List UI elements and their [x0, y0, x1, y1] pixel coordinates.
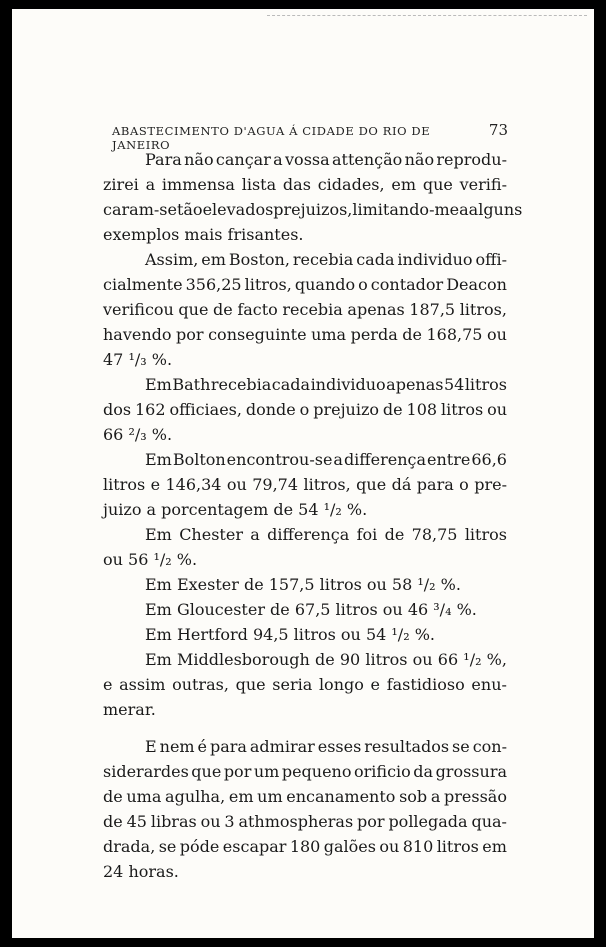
- text-line: 66 ²/₃ %.: [103, 425, 173, 444]
- text-line: Em Middlesborough de 90 litros ou 66 ¹/₂ %,: [145, 650, 507, 669]
- text-line: Em Bath recebia cada individuo apenas 54 litros: [145, 375, 507, 394]
- paragraph: [103, 372, 507, 447]
- paragraph: [103, 447, 507, 522]
- text-line: caram-se tão elevados prejuizos, limitando-me a alguns: [103, 200, 523, 219]
- text-line: litros e 146,34 ou 79,74 litros, que dá para o pre-: [103, 475, 507, 494]
- text-line: de uma agulha, em um encanamento sob a pressão: [103, 787, 507, 806]
- text-line: ou 56 ¹/₂ %.: [103, 550, 198, 569]
- text-line: drada, se póde escapar 180 galões ou 810 litros em: [103, 837, 507, 856]
- body-text: [103, 147, 523, 884]
- text-line: 47 ¹/₃ %.: [103, 350, 173, 369]
- text-line: zirei a immensa lista das cidades, em que verifi-: [103, 175, 507, 194]
- text-line: de 45 libras ou 3 athmospheras por pollegada qua-: [103, 812, 507, 831]
- text-line: juizo a porcentagem de 54 ¹/₂ %.: [103, 500, 368, 519]
- text-line: Em Hertford 94,5 litros ou 54 ¹/₂ %.: [145, 625, 435, 644]
- text-line: Assim, em Boston, recebia cada individuo offi-: [145, 250, 507, 269]
- paragraph: [103, 572, 507, 597]
- text-line: Em Bolton encontrou-se a differença entre 66,6: [145, 450, 507, 469]
- paragraph: [103, 734, 507, 884]
- text-line: E nem é para admirar esses resultados se con-: [145, 737, 507, 756]
- page-number: 73: [488, 121, 508, 139]
- text-line: havendo por conseguinte uma perda de 168,75 ou: [103, 325, 507, 344]
- text-line: 24 horas.: [103, 862, 179, 881]
- running-title: ABASTECIMENTO D'AGUA Á CIDADE DO RIO DE JANEIRO: [112, 124, 431, 152]
- text-line: dos 162 officiaes, donde o prejuizo de 108 litros ou: [103, 400, 507, 419]
- text-line: Em Gloucester de 67,5 litros ou 46 ³/₄ %.: [145, 600, 477, 619]
- book-page: [12, 9, 594, 938]
- scan-marks: [267, 15, 587, 18]
- text-line: Em Exester de 157,5 litros ou 58 ¹/₂ %.: [145, 575, 461, 594]
- paragraph-gap: [103, 722, 507, 734]
- text-line: merar.: [103, 700, 156, 719]
- text-line: Em Chester a differença foi de 78,75 litros: [145, 525, 507, 544]
- text-line: exemplos mais frisantes.: [103, 225, 304, 244]
- paragraph: [103, 622, 507, 647]
- paragraph: [103, 597, 507, 622]
- text-line: verificou que de facto recebia apenas 187,5 litros,: [103, 300, 507, 319]
- text-line: e assim outras, que seria longo e fastidioso enu-: [103, 675, 507, 694]
- text-line: siderardes que por um pequeno orificio da grossura: [103, 762, 507, 781]
- text-line: Para não cançar a vossa attenção não reprodu-: [145, 150, 507, 169]
- paragraph: [103, 522, 507, 572]
- paragraph: [103, 247, 507, 372]
- text-line: cialmente 356,25 litros, quando o contador Deacon: [103, 275, 507, 294]
- paragraph: [103, 647, 507, 722]
- paragraph: [103, 147, 523, 247]
